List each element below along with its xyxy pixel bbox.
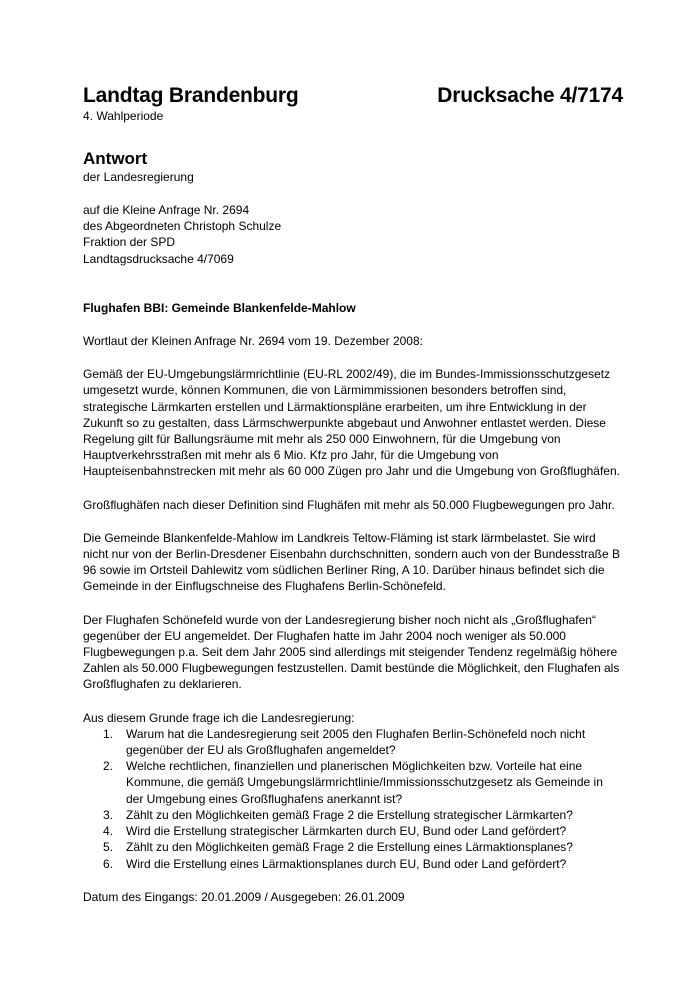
answer-title: Antwort bbox=[83, 149, 148, 168]
document-header bbox=[83, 84, 623, 108]
question-number: 3. bbox=[103, 807, 114, 822]
intro-text: Wortlaut der Kleinen Anfrage Nr. 2694 vom 19. Dezember 2008: bbox=[83, 334, 423, 349]
question-item bbox=[83, 807, 623, 823]
answer-subtitle: der Landesregierung bbox=[83, 170, 194, 184]
paragraph: Großflughäfen nach dieser Definition sind Flughäfen mit mehr als 50.000 Flugbewegungen pro Jahr. bbox=[83, 497, 615, 512]
question-item bbox=[83, 856, 623, 872]
question-number: 1. bbox=[103, 726, 114, 741]
receipt-date: Datum des Eingangs: 20.01.2009 / Ausgegeben: 26.01.2009 bbox=[83, 889, 405, 904]
paragraph: Die Gemeinde Blankenfelde-Mahlow im Landkreis Teltow-Fläming ist stark lärmbelastet. Sie wird nicht nur von der Berlin-Dresdener Eisenbahn durchschnitten, sondern auch von der Bundesstraße B 96 sowie im Ortsteil Dahlewitz vom südlichen Berliner Ring, A 10. Darüber hinaus befindet sich die Gemeinde in der Einflugschneise des Flughafens Berlin-Schönefeld. bbox=[83, 530, 620, 594]
question-item bbox=[83, 823, 623, 839]
question-text: Wird die Erstellung eines Lärmaktionsplanes durch EU, Bund oder Land gefördert? bbox=[126, 856, 567, 871]
paragraph: Aus diesem Grunde frage ich die Landesregierung: bbox=[83, 710, 355, 725]
subject-heading: Flughafen BBI: Gemeinde Blankenfelde-Mahlow bbox=[83, 300, 356, 315]
reference-inquiry: auf die Kleine Anfrage Nr. 2694 bbox=[83, 203, 250, 217]
question-text: Zählt zu den Möglichkeiten gemäß Frage 2 die Erstellung strategischer Lärmkarten? bbox=[126, 807, 573, 822]
question-number: 5. bbox=[103, 840, 114, 855]
question-text: Welche rechtlichen, finanziellen und planerischen Möglichkeiten bzw. Vorteile hat eine Kommune, die gemäß Umgebungslärmrichtlinie/Immissionsschutzgesetz als Gemeinde in der Umgebung eines Großflughafens anerkannt ist? bbox=[126, 759, 603, 806]
question-item bbox=[83, 839, 623, 855]
question-text: Zählt zu den Möglichkeiten gemäß Frage 2 die Erstellung eines Lärmaktionsplanes? bbox=[126, 840, 573, 855]
document-page bbox=[83, 84, 623, 905]
question-item bbox=[83, 758, 623, 807]
parliament-name: Landtag Brandenburg bbox=[83, 84, 299, 107]
paragraph: Der Flughafen Schönefeld wurde von der Landesregierung bisher noch nicht als „Großflughafen“ gegenüber der EU angemeldet. Der Flughafen hatte im Jahr 2004 noch weniger als 50.000 Flugbewegungen p.a. Seit dem Jahr 2005 sind allerdings mit steigender Tendenz regelmäßig höhere Zahlen als 50.000 Flugbewegungen festzustellen. Damit bestünde die Möglichkeit, den Flughafen als Großflughafen zu deklarieren. bbox=[83, 612, 620, 692]
question-text: Warum hat die Landesregierung seit 2005 den Flughafen Berlin-Schönefeld noch nicht gegenüber der EU als Großflughafen angemeldet? bbox=[126, 726, 586, 758]
legislative-period: 4. Wahlperiode bbox=[83, 109, 164, 123]
question-number: 6. bbox=[103, 856, 114, 871]
paragraph: Gemäß der EU-Umgebungslärmrichtlinie (EU-RL 2002/49), die im Bundes-Immissionsschutzgesetz umgesetzt wurde, können Kommunen, die von Lärmimmissionen besonders betroffen sind, strategische Lärmkarten erstellen und Lärmaktionspläne erarbeiten, um ihre Entwicklung in der Zukunft so zu gestalten, dass Lärmschwerpunkte abgebaut und Anwohner entlastet werden. Diese Regelung gilt für Ballungsräume mit mehr als 250 000 Einwohnern, für die Umgebung von Hauptverkehrsstraßen mit mehr als 6 Mio. Kfz pro Jahr, für die Umgebung von Haupteisenbahnstrecken mit mehr als 60 000 Zügen pro Jahr und die Umgebung von Großflughäfen. bbox=[83, 367, 620, 479]
reference-faction: Fraktion der SPD bbox=[83, 235, 176, 250]
question-text: Wird die Erstellung strategischer Lärmkarten durch EU, Bund oder Land gefördert? bbox=[126, 824, 567, 839]
question-item bbox=[83, 726, 623, 758]
reference-member: des Abgeordneten Christoph Schulze bbox=[83, 219, 282, 234]
reference-print: Landtagsdrucksache 4/7069 bbox=[83, 251, 234, 266]
document-number: Drucksache 4/7174 bbox=[437, 84, 623, 107]
question-number: 2. bbox=[103, 759, 114, 774]
question-number: 4. bbox=[103, 824, 114, 839]
question-list bbox=[83, 726, 623, 872]
reference-block bbox=[83, 202, 623, 267]
